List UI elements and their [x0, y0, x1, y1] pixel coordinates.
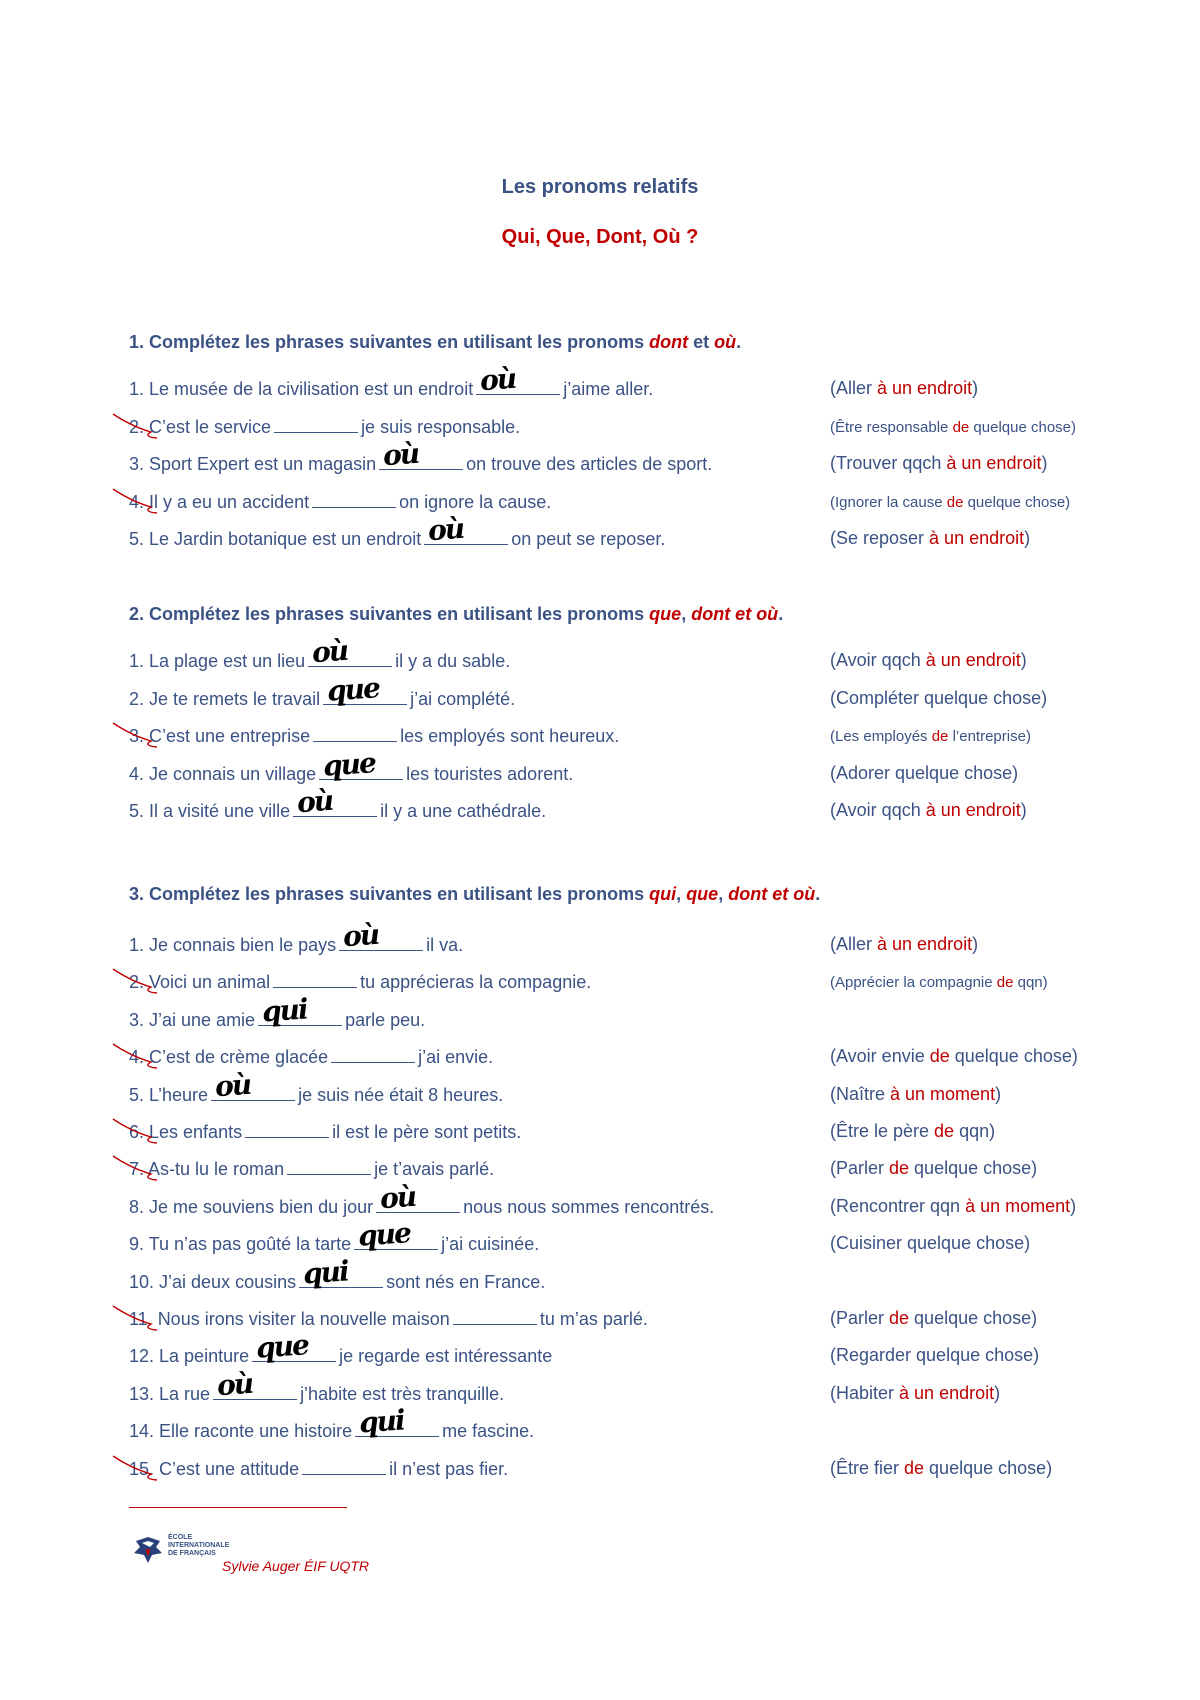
exercise-item [129, 416, 1129, 446]
section-3-heading [129, 884, 820, 905]
hint-part: ) [972, 934, 979, 954]
handwritten-answer: que [325, 671, 380, 708]
sentence-start: 2. Voici un animal [129, 972, 271, 992]
answer-blank[interactable] [339, 917, 423, 954]
red-check-mark-icon [107, 1452, 167, 1482]
red-check-mark-icon [107, 1152, 167, 1182]
handwritten-answer: où [427, 511, 465, 548]
heading-part: . [778, 604, 784, 624]
hint-part: à un endroit [877, 934, 973, 954]
answer-blank[interactable] [319, 746, 403, 783]
sentence-end: j’habite est très tranquille. [300, 1384, 505, 1404]
answer-blank[interactable] [379, 436, 463, 473]
page-title: Les pronoms relatifs [501, 176, 699, 198]
exercise-sentence [129, 746, 574, 785]
hint-part: de [934, 1121, 955, 1141]
sentence-end: j’ai complété. [410, 689, 516, 709]
exercise-item [129, 783, 1129, 830]
hint-part: à un endroit [946, 453, 1042, 473]
sentence-end: il y a du sable. [395, 651, 511, 671]
answer-blank[interactable] [424, 511, 508, 548]
grammar-hint [830, 1084, 1001, 1105]
hint-part: à un endroit [877, 378, 973, 398]
exercise-item [129, 671, 1129, 718]
exercise-sentence [129, 633, 511, 672]
handwritten-answer: qui [302, 1254, 349, 1291]
exercise-sentence [129, 1254, 546, 1293]
heading-part: que [649, 604, 682, 624]
page-subtitle: Qui, Que, Dont, Où ? [501, 226, 699, 248]
grammar-hint [830, 1046, 1078, 1067]
hint-part: (Parler [830, 1158, 890, 1178]
hint-part: (Adorer quelque chose) [830, 763, 1019, 783]
exercise-sentence [129, 917, 464, 956]
hint-part: de [929, 1046, 950, 1066]
hint-part: l’entreprise) [948, 728, 1031, 745]
hint-part: (Avoir qqch [830, 800, 926, 820]
sentence-end: on trouve des articles de sport. [466, 454, 713, 474]
sentence-end: on ignore la cause. [399, 492, 552, 512]
answer-blank[interactable] [354, 1216, 438, 1253]
sentence-end: nous nous sommes rencontrés. [463, 1197, 715, 1217]
answer-blank[interactable] [274, 416, 358, 433]
hint-part: (Habiter [830, 1383, 900, 1403]
sentence-start: 2. Je te remets le travail [129, 689, 321, 709]
sentence-start: 10. J’ai deux cousins [129, 1272, 297, 1292]
exercise-item [129, 1254, 1129, 1301]
exercise-sentence [129, 511, 666, 550]
grammar-hint [830, 1458, 1052, 1479]
heading-part: dont et où [728, 884, 816, 904]
sentence-start: 4. Je connais un village [129, 764, 317, 784]
hint-part: (Ignorer la cause [830, 494, 947, 511]
hint-part: de [946, 494, 964, 511]
answer-blank[interactable] [476, 361, 560, 398]
footnote-divider [129, 1507, 347, 1508]
heading-part: dont et où [691, 604, 779, 624]
answer-blank[interactable] [258, 992, 342, 1029]
sentence-start: 5. Il a visité une ville [129, 801, 291, 821]
grammar-hint [830, 378, 978, 399]
exercise-item [129, 1328, 1129, 1375]
hint-part: (Naître [830, 1084, 891, 1104]
hint-part: (Les employés [830, 728, 932, 745]
handwritten-answer: que [255, 1328, 309, 1365]
grammar-hint [830, 763, 1018, 784]
red-check-mark-icon [107, 1115, 167, 1145]
hint-part: (Compléter quelque chose) [830, 688, 1048, 708]
hint-part: ) [1020, 650, 1027, 670]
hint-part: quelque chose) [963, 494, 1071, 511]
answer-blank[interactable] [453, 1308, 537, 1325]
hint-part: à un moment [965, 1196, 1071, 1216]
grammar-hint [830, 1308, 1037, 1329]
hint-part: (Aller [830, 934, 878, 954]
sentence-start: 3. Sport Expert est un magasin [129, 454, 377, 474]
hint-part: de [931, 728, 949, 745]
handwritten-answer: où [213, 1067, 252, 1104]
sentence-end: il va. [426, 935, 464, 955]
hint-part: (Avoir qqch [830, 650, 926, 670]
exercise-item [129, 1046, 1129, 1076]
heading-part: , [676, 884, 687, 904]
sentence-end: j’ai envie. [418, 1047, 494, 1067]
answer-blank[interactable] [376, 1179, 460, 1216]
exercise-item [129, 361, 1129, 408]
handwritten-answer: où [295, 783, 334, 820]
exercise-sentence [129, 971, 591, 993]
exercise-item [129, 1121, 1129, 1151]
grammar-hint [830, 494, 1070, 511]
sentence-start: 9. Tu n’as pas goûté la tarte [129, 1234, 352, 1254]
sentence-start: 15. C’est une attitude [129, 1459, 300, 1479]
red-check-mark-icon [107, 410, 167, 440]
sentence-start: 3. C’est une entreprise [129, 726, 311, 746]
hint-part: (Rencontrer qqn [830, 1196, 966, 1216]
hint-part: à un endroit [925, 800, 1021, 820]
sentence-end: les employés sont heureux. [400, 726, 620, 746]
handwritten-answer: où [342, 917, 380, 954]
heading-part: 2. Complétez les phrases suivantes en utilisant les pronoms [129, 604, 650, 624]
sentence-end: me fascine. [442, 1421, 535, 1441]
exercise-item [129, 633, 1129, 680]
exercise-sentence [129, 1046, 493, 1068]
exercise-item [129, 1158, 1129, 1188]
hint-part: de [952, 419, 970, 436]
grammar-hint [830, 728, 1031, 745]
sentence-start: 4. C’est de crème glacée [129, 1047, 329, 1067]
grammar-hint [830, 650, 1027, 671]
hint-part: de [889, 1308, 910, 1328]
hint-part: ) [1070, 1196, 1077, 1216]
hint-part: (Cuisiner quelque chose) [830, 1233, 1031, 1253]
handwritten-answer: où [215, 1366, 254, 1403]
hint-part: à un endroit [929, 528, 1025, 548]
exercise-item [129, 1458, 1129, 1488]
hint-part: (Parler [830, 1308, 890, 1328]
answer-blank[interactable] [355, 1403, 439, 1440]
sentence-end: il n’est pas fier. [389, 1459, 509, 1479]
hint-part: de [904, 1458, 925, 1478]
heading-part: où [714, 332, 737, 352]
hint-part: (Être fier [830, 1458, 905, 1478]
exercise-sentence [129, 671, 516, 710]
exercise-item [129, 992, 1129, 1039]
handwritten-answer: où [311, 633, 349, 670]
exercise-sentence [129, 1216, 540, 1255]
handwritten-answer: où [379, 1179, 417, 1216]
red-check-mark-icon [107, 719, 167, 749]
handwritten-answer: qui [358, 1403, 405, 1440]
hint-part: quelque chose) [909, 1158, 1038, 1178]
answer-blank[interactable] [252, 1328, 336, 1365]
sentence-start: 8. Je me souviens bien du jour [129, 1197, 374, 1217]
hint-part: (Aller [830, 378, 878, 398]
school-logo-text: ÉCOLE INTERNATIONALE DE FRANÇAIS [168, 1534, 230, 1557]
hint-part: (Regarder quelque chose) [830, 1345, 1040, 1365]
grammar-hint [830, 1196, 1076, 1217]
exercise-sentence [129, 1458, 508, 1480]
answer-blank[interactable] [331, 1046, 415, 1063]
exercise-sentence [129, 783, 547, 822]
section-1-heading [129, 332, 741, 353]
exercise-sentence [129, 1158, 494, 1180]
exercise-item [129, 511, 1129, 558]
grammar-hint [830, 1158, 1037, 1179]
sentence-start: 2. C’est le service [129, 417, 272, 437]
exercise-item [129, 1067, 1129, 1114]
sentence-end: parle peu. [345, 1010, 426, 1030]
heading-part: dont [649, 332, 689, 352]
hint-part: qqn) [954, 1121, 996, 1141]
grammar-hint [830, 800, 1027, 821]
hint-part: de [996, 974, 1014, 991]
exercise-item [129, 1179, 1129, 1226]
answer-blank[interactable] [213, 1366, 297, 1403]
grammar-hint [830, 1121, 995, 1142]
answer-blank[interactable] [293, 783, 377, 820]
sentence-end: il y a une cathédrale. [380, 801, 547, 821]
sentence-end: tu apprécieras la compagnie. [360, 972, 592, 992]
grammar-hint [830, 934, 978, 955]
hint-part: ) [1024, 528, 1031, 548]
red-check-mark-icon [107, 1040, 167, 1070]
heading-part: . [736, 332, 742, 352]
exercise-sentence [129, 436, 713, 475]
answer-blank[interactable] [313, 725, 397, 742]
answer-blank[interactable] [299, 1254, 383, 1291]
heading-part: que [686, 884, 719, 904]
sentence-start: 6. Les enfants [129, 1122, 243, 1142]
sentence-start: 13. La rue [129, 1384, 211, 1404]
sentence-start: 7. As-tu lu le roman [129, 1159, 285, 1179]
answer-blank[interactable] [273, 971, 357, 988]
answer-blank[interactable] [308, 633, 392, 670]
hint-part: ) [972, 378, 979, 398]
sentence-end: tu m’as parlé. [539, 1309, 648, 1329]
sentence-end: on peut se reposer. [511, 529, 666, 549]
sentence-end: je regarde est intéressante [339, 1346, 553, 1366]
hint-part: quelque chose) [969, 419, 1077, 436]
hint-part: de [889, 1158, 910, 1178]
sentence-start: 5. L’heure [129, 1085, 209, 1105]
sentence-start: 11. Nous irons visiter la nouvelle maison [129, 1309, 450, 1329]
hint-part: (Avoir envie [830, 1046, 930, 1066]
sentence-end: il est le père sont petits. [332, 1122, 522, 1142]
handwritten-answer: où [479, 361, 517, 398]
author-credit: Sylvie Auger ÉIF UQTR [222, 1558, 370, 1574]
hint-part: qqn) [1013, 974, 1048, 991]
sentence-end: je suis responsable. [361, 417, 521, 437]
hint-part: quelque chose) [924, 1458, 1053, 1478]
answer-blank[interactable] [302, 1458, 386, 1475]
grammar-hint [830, 453, 1047, 474]
grammar-hint [830, 974, 1048, 991]
hint-part: à un endroit [925, 650, 1021, 670]
exercise-sentence [129, 725, 619, 747]
sentence-end: sont nés en France. [386, 1272, 546, 1292]
handwritten-answer: où [382, 436, 420, 473]
sentence-end: les touristes adorent. [406, 764, 574, 784]
exercise-item [129, 746, 1129, 793]
heading-part: , [681, 604, 692, 624]
exercise-sentence [129, 1121, 521, 1143]
exercise-sentence [129, 1403, 535, 1442]
answer-blank[interactable] [312, 491, 396, 508]
hint-part: (Être le père [830, 1121, 935, 1141]
exercise-item [129, 1216, 1129, 1263]
answer-blank[interactable] [323, 671, 407, 708]
handwritten-answer: que [357, 1216, 411, 1253]
hint-part: ) [994, 1383, 1001, 1403]
hint-part: ) [995, 1084, 1002, 1104]
sentence-start: 1. Le musée de la civilisation est un endroit [129, 379, 474, 399]
heading-part: 1. Complétez les phrases suivantes en utilisant les pronoms [129, 332, 650, 352]
exercise-sentence [129, 992, 426, 1031]
sentence-start: 3. J’ai une amie [129, 1010, 256, 1030]
sentence-end: j’aime aller. [563, 379, 654, 399]
sentence-start: 1. La plage est un lieu [129, 651, 306, 671]
grammar-hint [830, 1383, 1000, 1404]
exercise-sentence [129, 1067, 504, 1106]
sentence-start: 4. Il y a eu un accident [129, 492, 310, 512]
hint-part: à un moment [890, 1084, 996, 1104]
heading-part: 3. Complétez les phrases suivantes en utilisant les pronoms [129, 884, 650, 904]
sentence-end: je suis née était 8 heures. [298, 1085, 504, 1105]
exercise-sentence [129, 1366, 505, 1405]
heading-part: , [718, 884, 729, 904]
answer-blank[interactable] [245, 1121, 329, 1138]
hint-part: (Se reposer [830, 528, 930, 548]
red-check-mark-icon [107, 485, 167, 515]
exercise-item [129, 491, 1129, 521]
grammar-hint [830, 1233, 1030, 1254]
handwritten-answer: que [322, 746, 376, 783]
answer-blank[interactable] [287, 1158, 371, 1175]
exercise-item [129, 725, 1129, 755]
hint-part: ) [1020, 800, 1027, 820]
hint-part: (Trouver qqch [830, 453, 947, 473]
exercise-item [129, 1403, 1129, 1450]
answer-blank[interactable] [211, 1067, 295, 1104]
heading-part: qui [649, 884, 677, 904]
hint-part: quelque chose) [909, 1308, 1038, 1328]
exercise-sentence [129, 1308, 648, 1330]
red-check-mark-icon [107, 1302, 167, 1332]
hint-part: à un endroit [899, 1383, 995, 1403]
exercise-sentence [129, 1328, 553, 1367]
sentence-end: je t’avais parlé. [374, 1159, 495, 1179]
exercise-sentence [129, 361, 654, 400]
heading-part: et [688, 332, 715, 352]
exercise-sentence [129, 416, 520, 438]
section-2-heading [129, 604, 783, 625]
hint-part: (Apprécier la compagnie [830, 974, 997, 991]
heading-part: . [815, 884, 821, 904]
grammar-hint [830, 528, 1030, 549]
hint-part: (Être responsable [830, 419, 953, 436]
hint-part: ) [1041, 453, 1048, 473]
sentence-start: 5. Le Jardin botanique est un endroit [129, 529, 422, 549]
hint-part: quelque chose) [949, 1046, 1078, 1066]
exercise-item [129, 436, 1129, 483]
sentence-start: 14. Elle raconte une histoire [129, 1421, 353, 1441]
exercise-item [129, 917, 1129, 964]
grammar-hint [830, 419, 1076, 436]
sentence-start: 12. La peinture [129, 1346, 250, 1366]
sentence-end: j’ai cuisinée. [441, 1234, 540, 1254]
red-check-mark-icon [107, 965, 167, 995]
exercise-item [129, 1366, 1129, 1413]
exercise-sentence [129, 491, 551, 513]
handwritten-answer: qui [260, 992, 308, 1029]
grammar-hint [830, 688, 1047, 709]
grammar-hint [830, 1345, 1039, 1366]
sentence-start: 1. Je connais bien le pays [129, 935, 337, 955]
exercise-sentence [129, 1179, 715, 1218]
